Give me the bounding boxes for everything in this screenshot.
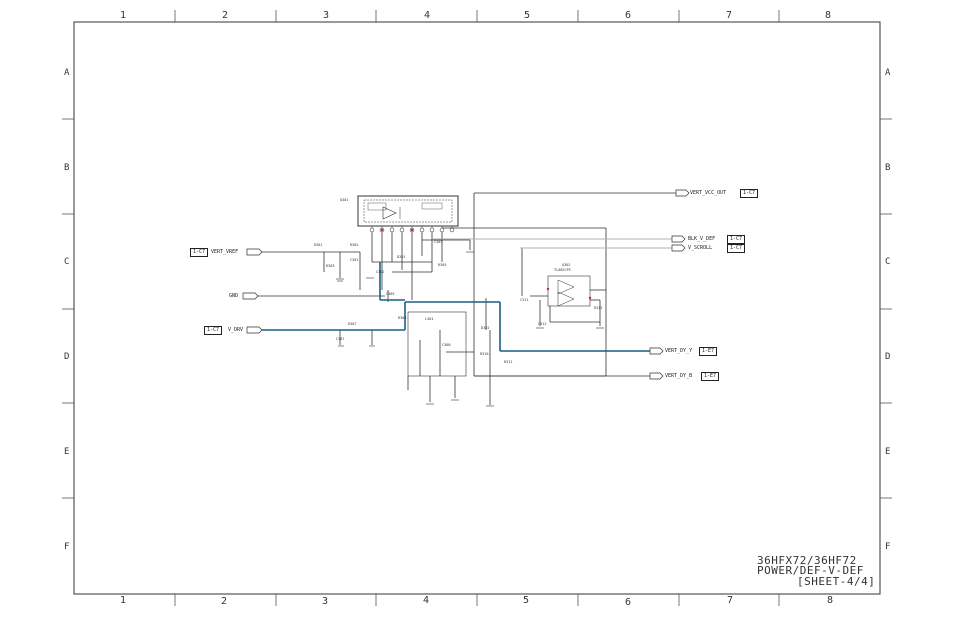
col-label-2: 2 [221,10,229,21]
signal-blk-v-def: BLK_V_DEF [688,236,716,242]
col-label-1-bottom: 1 [119,595,127,606]
signal-vert-dy-b: VERT_DY_B [665,373,693,379]
col-label-5: 5 [523,10,531,21]
highlighted-net [262,262,650,351]
ic-q301-body [358,196,458,226]
col-label-7-bottom: 7 [726,595,734,606]
label-l301: L301 [425,317,434,321]
label-c307: C307 [336,337,345,341]
label-ic-q302: Q302 [562,263,571,267]
row-label-a-right: A [885,68,891,78]
row-label-b: B [64,163,70,173]
label-d302: D302 [481,326,490,330]
grid-ticks [62,10,892,606]
row-label-d-right: D [885,352,891,362]
col-label-8-bottom: 8 [826,595,834,606]
col-label-4: 4 [423,10,431,21]
label-r302: R302 [350,243,359,247]
row-label-c: C [64,257,70,267]
label-c303: C303 [434,240,443,244]
signal-v-drv: V_DRV [228,327,244,333]
label-c312: C312 [538,322,547,326]
col-label-3-bottom: 3 [321,596,329,607]
row-label-c-right: C [885,257,891,267]
col-label-8: 8 [824,10,832,21]
label-r303: R303 [326,264,335,268]
ref-vert-vref[interactable]: 1-C7 [190,248,208,257]
ref-v-scroll[interactable]: 1-C7 [727,244,745,253]
ref-blk-v-def[interactable]: 1-C7 [727,235,745,244]
col-label-5-bottom: 5 [522,595,530,606]
signal-v-scroll: V_SCROLL [688,245,713,251]
ref-v-drv[interactable]: 1-C7 [204,326,222,335]
label-r308: R308 [398,316,407,320]
signal-vert-vref: VERT_VREF [211,249,239,255]
col-label-1: 1 [119,10,127,21]
label-c302: C302 [376,270,385,274]
signal-gnd: GND [229,293,239,299]
col-label-7: 7 [725,10,733,21]
col-label-4-bottom: 4 [422,595,430,606]
title-model: 36HFX72/36HF72 [757,554,857,567]
row-label-a: A [64,68,70,78]
row-label-d: D [64,352,70,362]
ref-vert-dy-y[interactable]: 1-E7 [699,347,717,356]
row-label-f: F [64,542,70,552]
sheet-frame [74,22,880,594]
title-sheet: [SHEET-4/4] [797,575,876,588]
col-label-6: 6 [624,10,632,21]
label-c305: C305 [386,292,395,296]
ref-vert-vcc-out[interactable]: 1-C7 [740,189,758,198]
label-c308: C308 [442,343,451,347]
label-r301: R301 [314,243,323,247]
label-r310: R310 [480,352,489,356]
label-r312: R312 [594,306,603,310]
signal-vert-dy-y: VERT_DY_Y [665,348,693,354]
title-section: POWER/DEF-V-DEF [757,564,864,577]
label-ic-q301: Q301 [340,198,349,202]
col-label-6-bottom: 6 [624,597,632,608]
label-c301: C301 [350,258,359,262]
label-r307: R307 [348,322,357,326]
label-ic-q302-part: TL082CPS [554,268,571,272]
signal-vert-vcc-out: VERT_VCC_OUT [690,190,727,196]
col-label-3: 3 [322,10,330,21]
row-label-e: E [64,447,70,457]
ref-vert-dy-b[interactable]: 1-E7 [701,372,719,381]
col-label-2-bottom: 2 [220,596,228,607]
label-d301: D301 [397,255,406,259]
row-label-b-right: B [885,163,891,173]
label-c311: C311 [520,298,529,302]
row-label-e-right: E [885,447,891,457]
label-r311: R311 [504,360,513,364]
row-label-f-right: F [885,542,891,552]
label-r305: R305 [438,263,447,267]
